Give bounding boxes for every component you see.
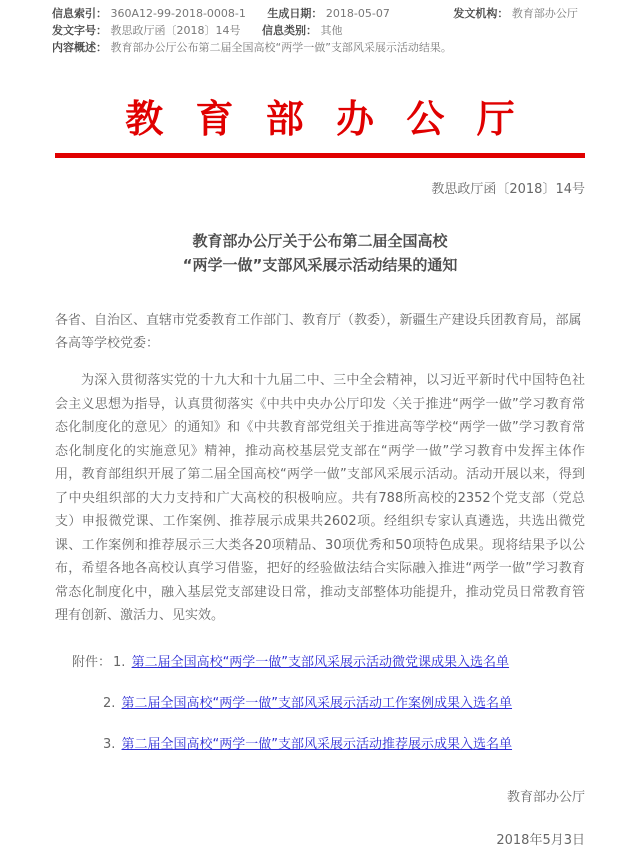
attachment-item-2 bbox=[55, 697, 585, 711]
meta-generation-date bbox=[267, 5, 389, 22]
attachments-list bbox=[55, 656, 585, 752]
attachment-1-link[interactable]: 第二届全国高校“两学一做”支部风采展示活动微党课成果入选名单 bbox=[131, 654, 510, 670]
attachment-1-number: 1. bbox=[113, 654, 126, 670]
meta-summary-value: 教育部办公厅公布第二届全国高校“两学一做”支部风采展示活动结果。 bbox=[110, 41, 452, 54]
meta-category bbox=[262, 22, 343, 39]
meta-info-index-value: 360A12-99-2018-0008-1 bbox=[110, 7, 246, 20]
masthead-divider-rule bbox=[55, 153, 585, 158]
meta-issuing-agency-value: 教育部办公厅 bbox=[511, 7, 578, 20]
attachment-3-link[interactable]: 第二届全国高校“两学一做”支部风采展示活动推荐展示成果入选名单 bbox=[121, 736, 513, 752]
attachment-item-1 bbox=[55, 656, 585, 670]
metadata-row-3 bbox=[52, 39, 588, 56]
meta-category-value: 其他 bbox=[320, 24, 343, 37]
meta-generation-date-label: 生成日期： bbox=[267, 7, 323, 20]
attachment-2-number: 2. bbox=[103, 695, 116, 711]
meta-info-index bbox=[52, 5, 246, 22]
metadata-row-1 bbox=[52, 5, 588, 22]
meta-summary bbox=[52, 39, 452, 56]
attachment-item-3 bbox=[55, 738, 585, 752]
masthead-title: 教育部办公厅 bbox=[125, 99, 548, 141]
meta-doc-number-label: 发文字号： bbox=[52, 24, 107, 37]
attachment-3-number: 3. bbox=[103, 736, 116, 752]
attachments-label: 附件： bbox=[72, 654, 112, 670]
meta-issuing-agency-label: 发文机构： bbox=[453, 7, 509, 20]
metadata-row-2 bbox=[52, 22, 588, 39]
meta-doc-number bbox=[52, 22, 241, 39]
meta-doc-number-value: 教思政厅函〔2018〕14号 bbox=[110, 24, 241, 37]
meta-category-label: 信息类别： bbox=[262, 24, 317, 37]
body-paragraph: 为深入贯彻落实党的十九大和十九届二中、三中全会精神，以习近平新时代中国特色社会主义思想为指导，认真贯彻落实《中共中央办公厅印发〈关于推进“两学一做”学习教育常态化制度化的意见〉的通知》和《中共教育部党组关于推进高等学校“两学一做”学习教育常态化制度化的实施意见》精神，推动高校基层党支部在“两学一做”学习教育中发挥主体作用，教育部组织开展了第二届全国高校“两学一做”支部风采展示活动。活动开展以来，得到了中央组织部的大力支持和广大高校的积极响应。共有788所高校的2352个党支部（党总支）申报微党课、工作案例、推荐展示成果共2602项。经组织专家认真遴选，共选出微党课、工作案例和推荐展示三大类各20项精品、30项优秀和50项特色成果。现将结果予以公布，希望各地各高校认真学习借鉴，把好的经验做法结合实际融入推进“两学一做”学习教育常态化制度化中，融入基层党支部建设日常，推动支部整体功能提升，推动党员日常教育管理有创新、激活力、见实效。 bbox=[55, 373, 585, 623]
document-ref-number: 教思政厅函〔2018〕14号 bbox=[431, 182, 585, 197]
meta-generation-date-value: 2018-05-07 bbox=[325, 7, 390, 20]
meta-issuing-agency bbox=[453, 5, 578, 22]
signature-agency: 教育部办公厅 bbox=[506, 789, 585, 805]
document-title-line-1: 教育部办公厅关于公布第二届全国高校 bbox=[192, 232, 448, 250]
document-metadata bbox=[0, 0, 640, 56]
signature-date: 2018年5月3日 bbox=[496, 832, 585, 848]
document-title bbox=[0, 229, 640, 277]
meta-summary-label: 内容概述： bbox=[52, 41, 107, 54]
attachment-2-link[interactable]: 第二届全国高校“两学一做”支部风采展示活动工作案例成果入选名单 bbox=[121, 695, 513, 711]
document-title-line-2: “两学一做”支部风采展示活动结果的通知 bbox=[182, 256, 458, 274]
meta-info-index-label: 信息索引： bbox=[52, 7, 107, 20]
addressee-line: 各省、自治区、直辖市党委教育工作部门、教育厅（教委），新疆生产建设兵团教育局，部属各高等学校党委： bbox=[55, 313, 582, 351]
